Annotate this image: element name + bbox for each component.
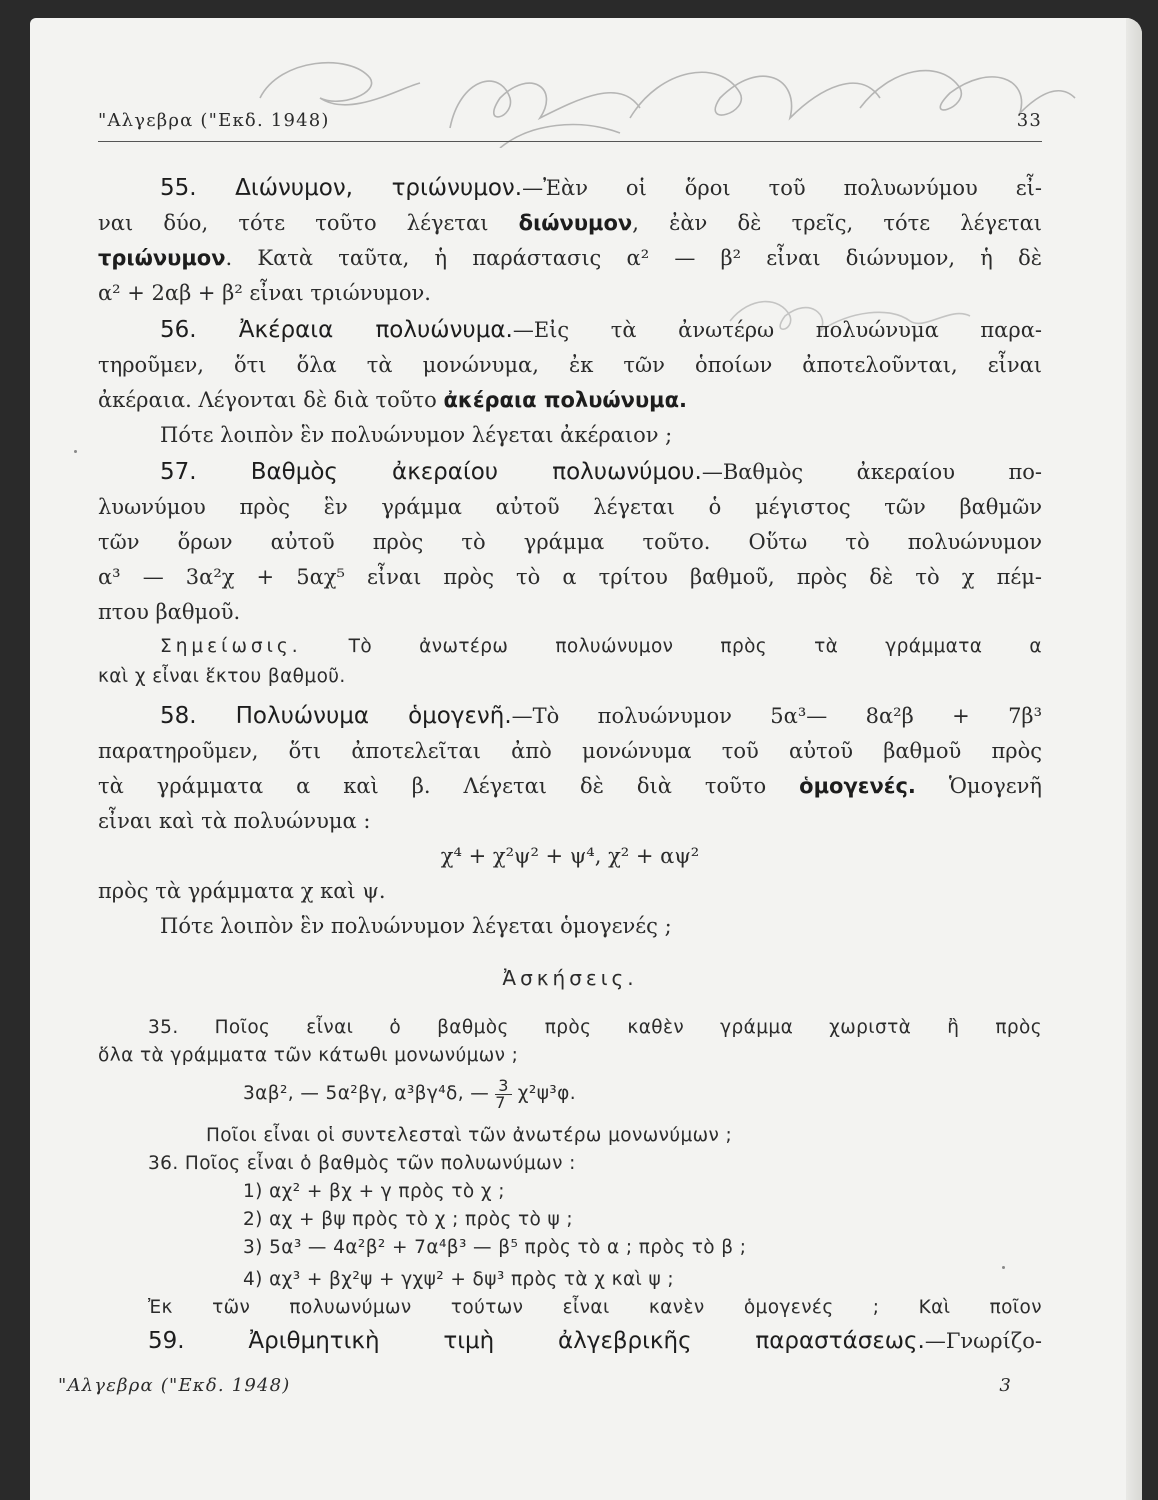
question-line: Πότε λοιπὸν ἓν πολυώνυμον λέγεται ὁμογενές ; bbox=[160, 914, 672, 938]
handwritten-signature bbox=[200, 38, 1080, 148]
text-line: τῶν ὅρων αὐτοῦ πρὸς τὸ γράμμα τοῦτο. Οὕτω τὸ πολυώνυμον bbox=[98, 530, 1042, 554]
section-heading: 55. Διώνυμον, τριώνυμον. bbox=[160, 175, 523, 201]
section-heading: 58. Πολυώνυμα ὁμογενῆ. bbox=[160, 703, 512, 729]
page-edge bbox=[1126, 18, 1142, 1500]
text-line: 57. Βαθμὸς ἀκεραίου πολυωνύμου.—Βαθμὸς ἀκεραίου πο- bbox=[160, 459, 1042, 485]
monomials-line: 3αβ², — 5α²βγ, α³βγ⁴δ, — $\frac{3}{7}$ χ²ψ³φ. bbox=[243, 1075, 577, 1112]
question-line: Πότε λοιπὸν ἓν πολυώνυμον λέγεται ἀκέραιον ; bbox=[160, 423, 673, 447]
signature-footer bbox=[58, 1375, 1012, 1396]
text-line: α³ — 3α²χ + 5αχ⁵ εἶναι πρὸς τὸ α τρίτου βαθμοῦ, πρὸς δὲ τὸ χ πέμ- bbox=[98, 565, 1042, 589]
text-line: πτου βαθμοῦ. bbox=[98, 600, 241, 624]
running-title: "Αλγεβρα ("Εκδ. 1948) bbox=[98, 110, 330, 131]
exercises-title: Ἀσκήσεις. bbox=[502, 966, 638, 990]
text-line: 55. Διώνυμον, τριώνυμον.—Ἐὰν οἱ ὅροι τοῦ πολυωνύμου εἶ- bbox=[160, 175, 1042, 201]
text-line: τὰ γράμματα α καὶ β. Λέγεται δὲ διὰ τοῦτο ὁμογενές. Ὁμογενῆ bbox=[98, 774, 1042, 798]
exercise-item: 2) αχ + βψ πρὸς τὸ χ ; πρὸς τὸ ψ ; bbox=[243, 1209, 574, 1230]
text-line: 58. Πολυώνυμα ὁμογενῆ.—Τὸ πολυώνυμον 5α³— 8α²β + 7β³ bbox=[160, 703, 1042, 729]
header-rule bbox=[98, 141, 1042, 142]
text-line: ὅλα τὰ γράμματα τῶν κάτωθι μονωνύμων ; bbox=[98, 1045, 519, 1066]
exercise-item: 4) αχ³ + βχ²ψ + γχψ² + δψ³ πρὸς τὰ χ καὶ ψ ; bbox=[243, 1269, 675, 1290]
section-heading: 59. Ἀριθμητικὴ τιμὴ ἀλγεβρικῆς παραστάσεως. bbox=[148, 1328, 925, 1354]
exercise-35: 35. Ποῖος εἶναι ὁ βαθμὸς πρὸς καθὲν γράμμα χωριστὰ ἢ πρὸς bbox=[148, 1017, 1042, 1038]
exercise-36: 36. Ποῖος εἶναι ὁ βαθμὸς τῶν πολυωνύμων : bbox=[148, 1153, 576, 1174]
text-line: 56. Ἀκέραια πολυώνυμα.—Εἰς τὰ ἀνωτέρω πολυώνυμα παρα- bbox=[160, 317, 1042, 343]
defined-term: διώνυμον bbox=[518, 211, 633, 235]
footer-signature-mark: "Αλγεβρα ("Εκδ. 1948) bbox=[58, 1375, 291, 1396]
page-number: 33 bbox=[1016, 110, 1042, 131]
note-label: Σημείωσις. bbox=[160, 636, 302, 657]
text-line: ναι δύο, τότε τοῦτο λέγεται διώνυμον, ἐὰν δὲ τρεῖς, τότε λέγεται bbox=[98, 211, 1042, 235]
section-heading: 57. Βαθμὸς ἀκεραίου πολυωνύμου. bbox=[160, 459, 702, 485]
fraction: $\frac{3}{7}$ bbox=[495, 1078, 512, 1111]
section-heading: 56. Ἀκέραια πολυώνυμα. bbox=[160, 317, 513, 343]
text-line: τηροῦμεν, ὅτι ὅλα τὰ μονώνυμα, ἐκ τῶν ὁποίων ἀποτελοῦνται, εἶναι bbox=[98, 353, 1042, 377]
text-line: 59. Ἀριθμητικὴ τιμὴ ἀλγεβρικῆς παραστάσεως.—Γνωρίζο- bbox=[148, 1328, 1042, 1354]
question-line: Ποῖοι εἶναι οἱ συντελεσταὶ τῶν ἀνωτέρω μονωνύμων ; bbox=[206, 1125, 733, 1146]
sheet-number: 3 bbox=[999, 1375, 1012, 1396]
exercise-item: 1) αχ² + βχ + γ πρὸς τὸ χ ; bbox=[243, 1181, 505, 1202]
exercise-item: 3) 5α³ — 4α²β² + 7α⁴β³ — β⁵ πρὸς τὸ α ; πρὸς τὸ β ; bbox=[243, 1237, 747, 1258]
formula-line: χ⁴ + χ²ψ² + ψ⁴, χ² + αψ² bbox=[440, 844, 700, 868]
text-line: α² + 2αβ + β² εἶναι τριώνυμον. bbox=[98, 281, 431, 305]
text-line: ἀκέραια. Λέγονται δὲ διὰ τοῦτο ἀκέραια πολυώνυμα. bbox=[98, 388, 688, 412]
text-line: παρατηροῦμεν, ὅτι ἀποτελεῖται ἀπὸ μονώνυμα τοῦ αὐτοῦ βαθμοῦ πρὸς bbox=[98, 739, 1042, 763]
defined-term: τριώνυμον bbox=[98, 246, 226, 270]
defined-term: ὁμογενές. bbox=[799, 774, 916, 798]
text-line: εἶναι καὶ τὰ πολυώνυμα : bbox=[98, 809, 371, 833]
text-line: Ἐκ τῶν πολυωνύμων τούτων εἶναι κανὲν ὁμογενές ; Καὶ ποῖον bbox=[148, 1297, 1042, 1318]
note-line: καὶ χ εἶναι ἕκτου βαθμοῦ. bbox=[98, 666, 346, 687]
defined-term: ἀκέραια πολυώνυμα. bbox=[443, 388, 688, 412]
note-line: Σημείωσις. Τὸ ἀνωτέρω πολυώνυμον πρὸς τὰ γράμματα α bbox=[160, 636, 1042, 657]
running-head bbox=[98, 110, 1042, 131]
text-line: τριώνυμον. Κατὰ ταῦτα, ἡ παράστασις α² — β² εἶναι διώνυμον, ἡ δὲ bbox=[98, 246, 1042, 270]
text-line: λυωνύμου πρὸς ἓν γράμμα αὐτοῦ λέγεται ὁ μέγιστος τῶν βαθμῶν bbox=[98, 495, 1042, 519]
text-line: πρὸς τὰ γράμματα χ καὶ ψ. bbox=[98, 879, 386, 903]
paper-speck bbox=[74, 450, 77, 453]
